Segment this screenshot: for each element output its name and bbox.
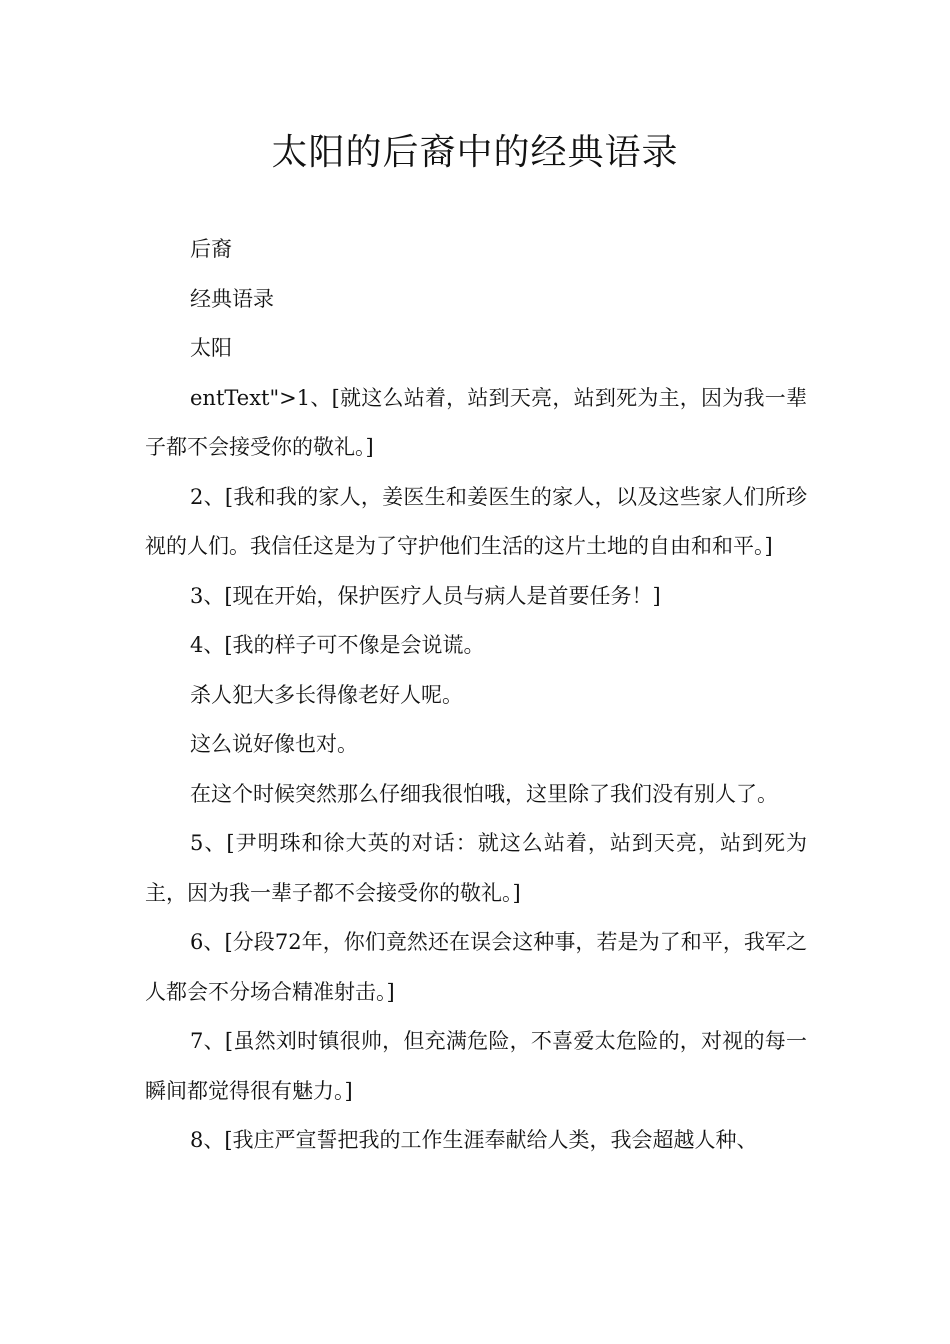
document-body — [145, 225, 807, 1166]
paragraph-keyword-descendant: 后裔 — [190, 237, 232, 261]
paragraph-quote-7: 7、[虽然刘时镇很帅，但充满危险，不喜爱太危险的，对视的每一瞬间都觉得很有魅力。] — [145, 1029, 807, 1103]
paragraph-quote-8: 8、[我庄严宣誓把我的工作生涯奉献给人类，我会超越人种、 — [190, 1128, 758, 1152]
paragraph-quote-4-line-3: 这么说好像也对。 — [190, 732, 358, 756]
paragraph-quote-5: 5、[尹明珠和徐大英的对话：就这么站着，站到天亮，站到死为主，因为我一辈子都不会接受你的敬礼。] — [145, 831, 807, 905]
paragraph-quote-4-line-2: 杀人犯大多长得像老好人呢。 — [190, 682, 463, 707]
paragraph-keyword-quotes: 经典语录 — [190, 286, 274, 311]
paragraph-quote-3: 3、[现在开始，保护医疗人员与病人是首要任务！] — [190, 583, 661, 608]
paragraph-quote-2: 2、[我和我的家人，姜医生和姜医生的家人，以及这些家人们所珍视的人们。我信任这是为了守护他们生活的这片土地的自由和和平。] — [145, 484, 807, 558]
paragraph-quote-4-line-4: 在这个时候突然那么仔细我很怕哦，这里除了我们没有别人了。 — [190, 781, 778, 806]
page-title: 太阳的后裔中的经典语录 — [271, 132, 679, 173]
paragraph-keyword-sun: 太阳 — [190, 336, 232, 360]
paragraph-quote-4: 4、[我的样子可不像是会说谎。 — [190, 633, 485, 657]
paragraph-quote-1: entText">1、[就这么站着，站到天亮，站到死为主，因为我一辈子都不会接受你的敬礼。] — [145, 385, 807, 459]
paragraph-quote-6: 6、[分段72年，你们竟然还在误会这种事，若是为了和平，我军之人都会不分场合精准射击。] — [145, 930, 807, 1004]
